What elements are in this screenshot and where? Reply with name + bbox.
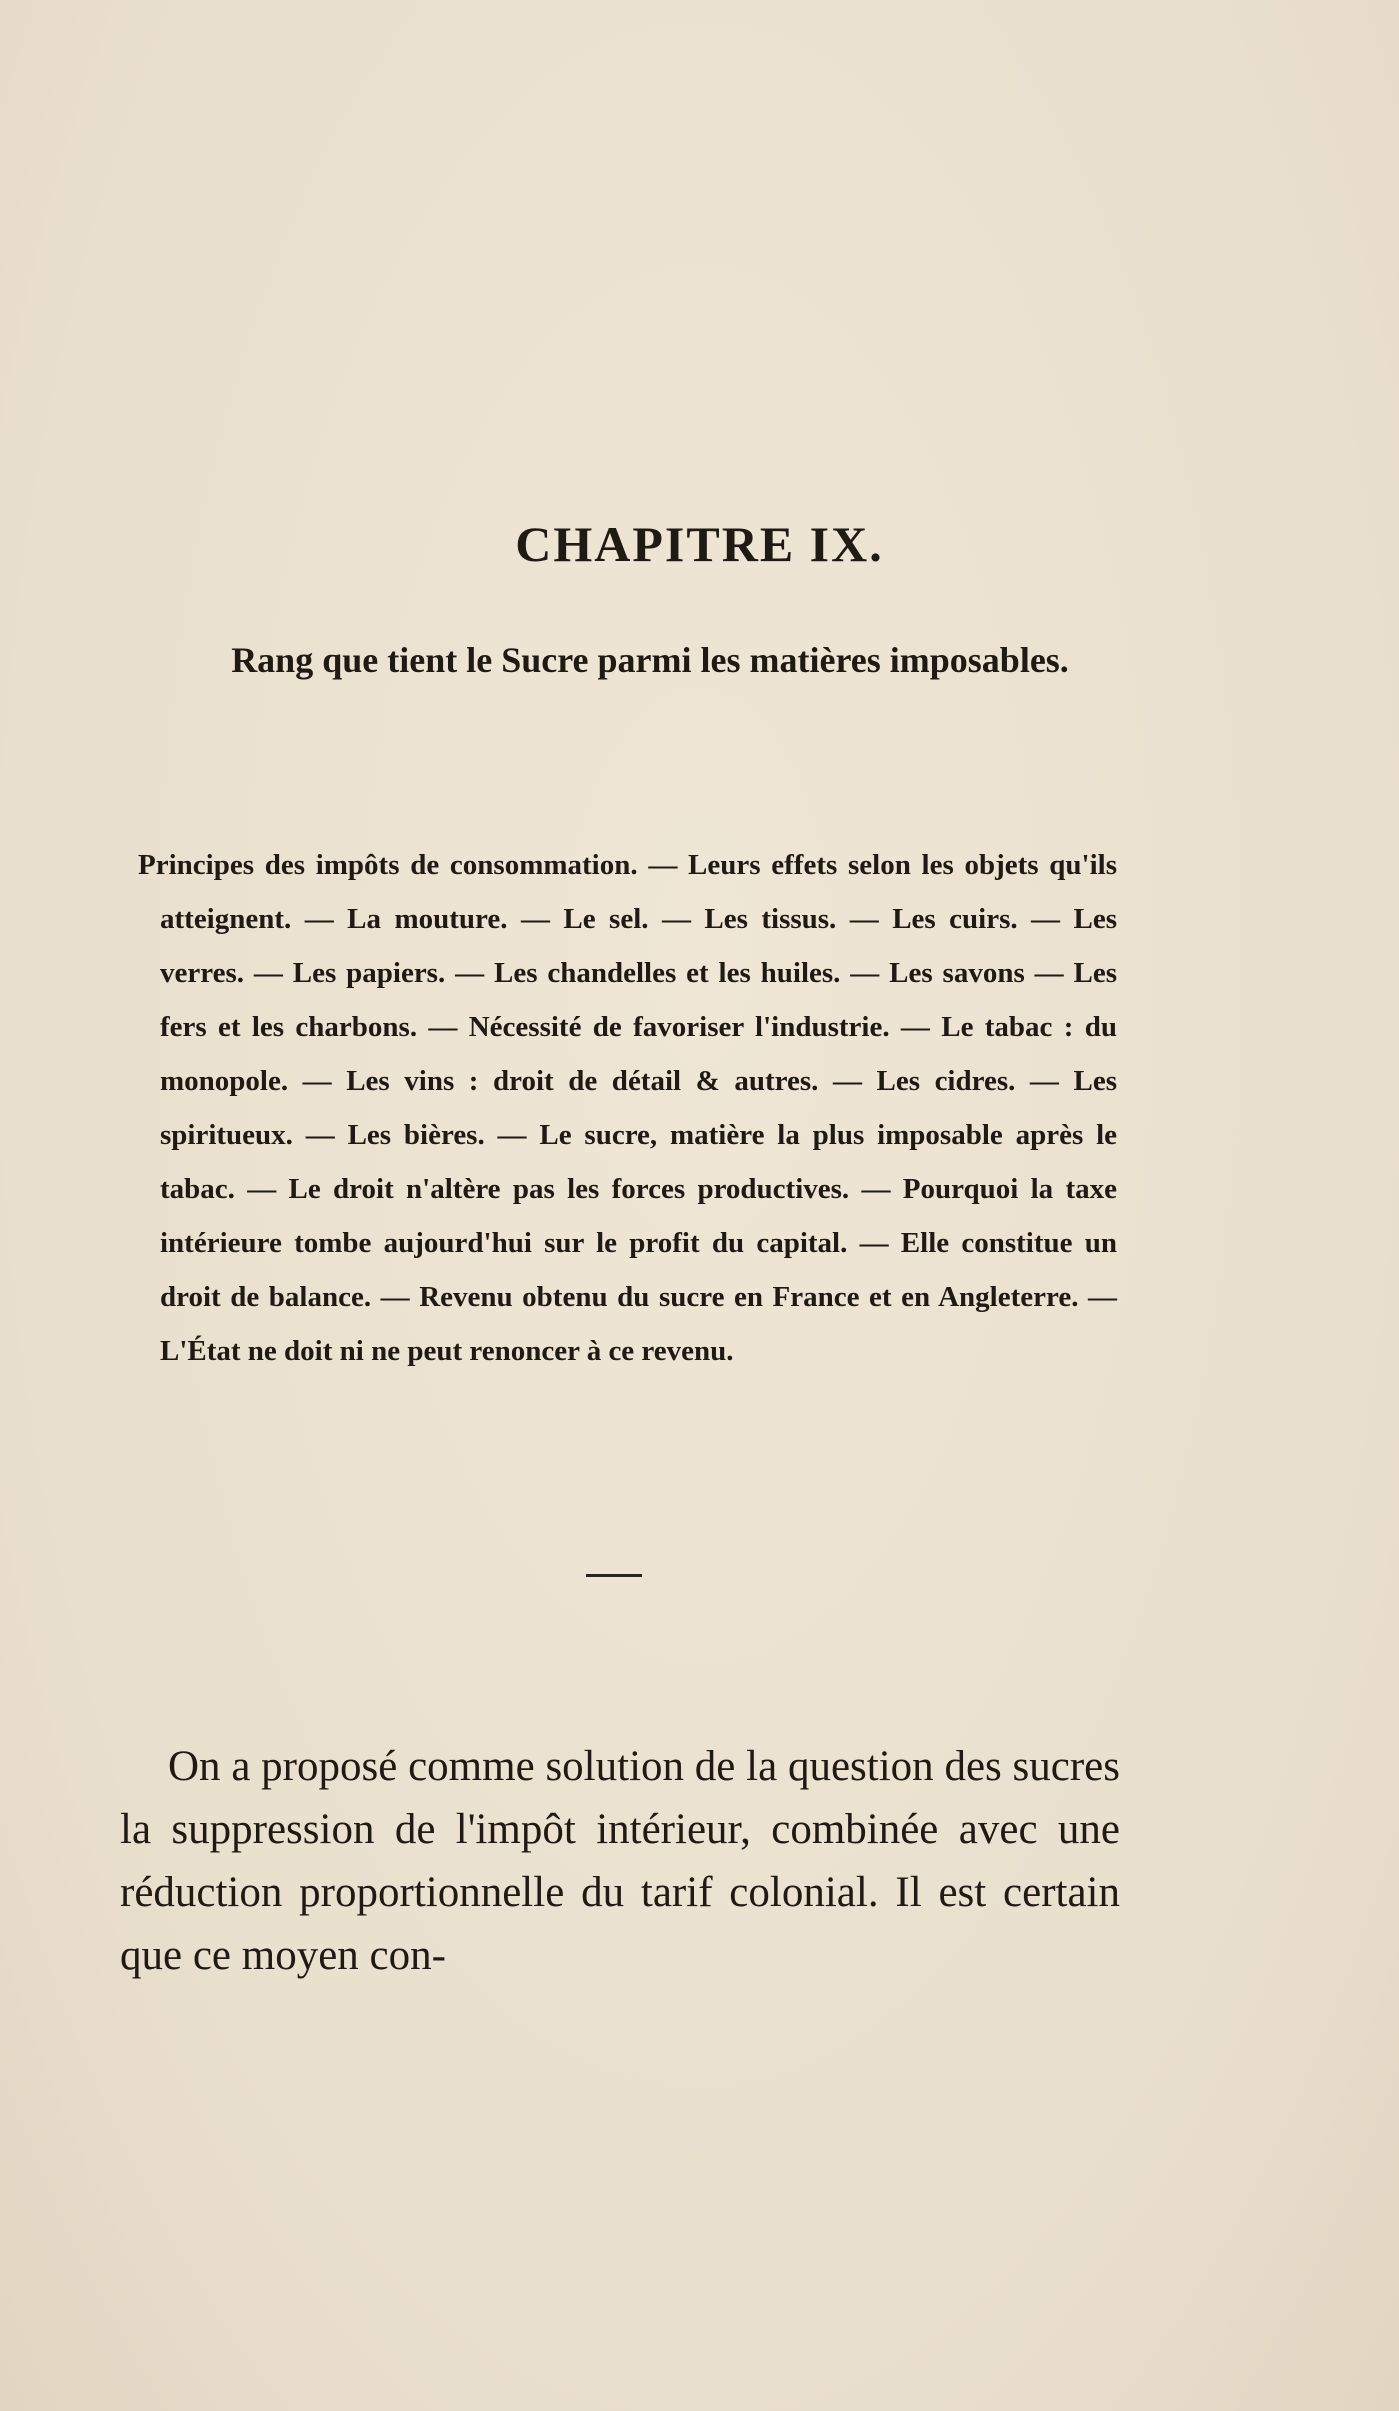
body-paragraph: On a proposé comme solution de la question des sucres la suppression de l'impôt intérieur, combinée avec une réduction proportionnelle du tarif colonial. Il est certain que ce moyen con- [120,1743,1120,1979]
chapter-summary: Principes des impôts de consommation. — Leurs effets selon les objets qu'ils atteignent. — La mouture. — Le sel. — Les tissus. — Les cuirs. — Les verres. — Les papiers. — Les chandelles et les huiles. — Les savons — Les fers et les charbons. — Nécessité de favoriser l'industrie. — Le tabac : du monopole. — Les vins : droit de détail & autres. — Les cidres. — Les spiritueux. — Les bières. — Le sucre, matière la plus imposable après le tabac. — Le droit n'altère pas les forces productives. — Pourquoi la taxe intérieure tombe aujourd'hui sur le profit du capital. — Elle constitue un droit de balance. — Revenu obtenu du sucre en France et en Angleterre. — L'État ne doit ni ne peut renoncer à ce revenu. [138,849,1117,1367]
section-divider [586,1574,642,1577]
chapter-subtitle: Rang que tient le Sucre parmi les matières imposables. [231,640,1069,680]
chapter-title: CHAPITRE IX. [515,516,884,572]
